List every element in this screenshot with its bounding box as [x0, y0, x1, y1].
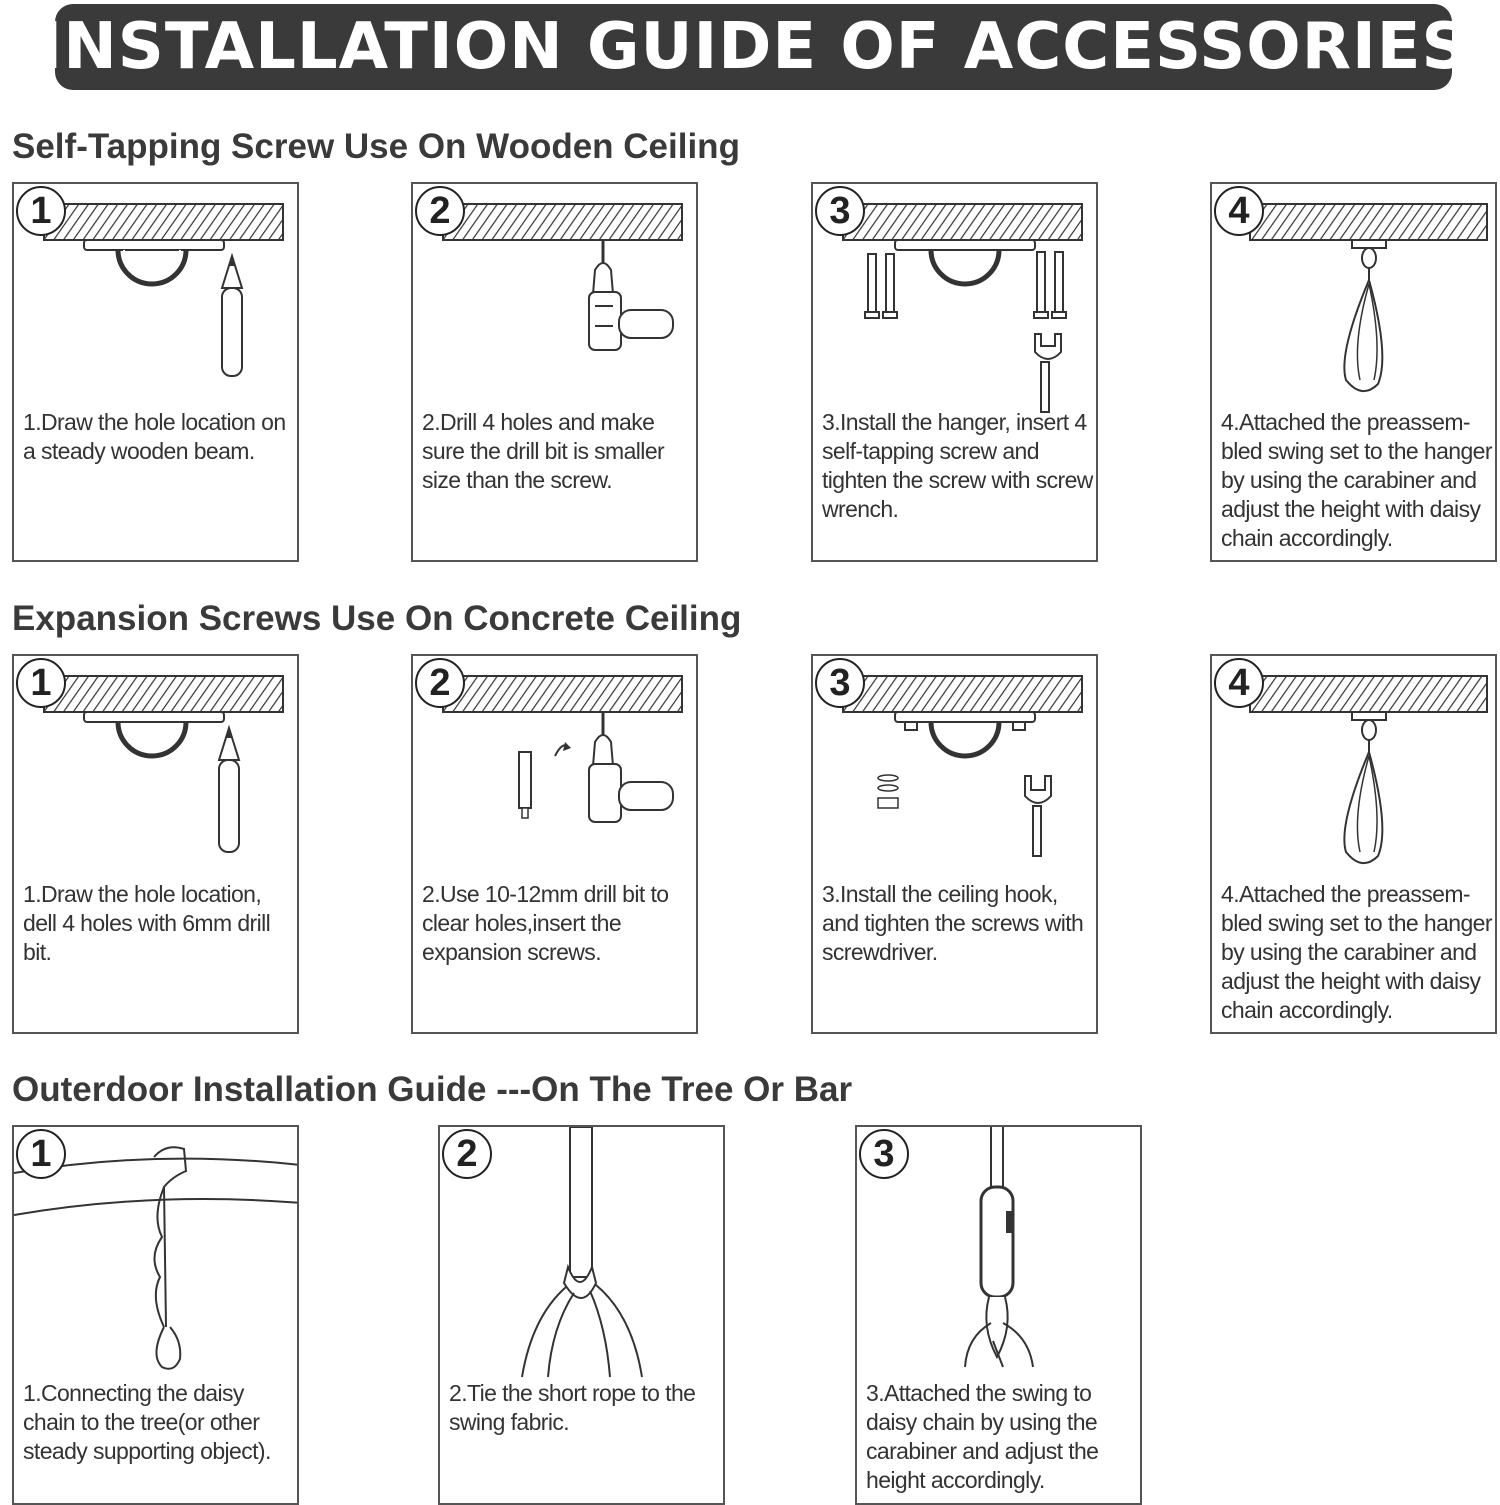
concrete-step-4-card [1210, 654, 1497, 1034]
banner-title: INSTALLATION GUIDE OF ACCESSORIES [38, 10, 1469, 84]
step-description: 3.Install the ceiling hook, and tighten the screws with screwdriver. [822, 881, 1084, 965]
step-description: 1.Connecting the daisy chain to the tree(or other steady supporting object). [23, 1380, 271, 1464]
tie-rope-illustration [440, 1127, 725, 1505]
step-number-badge: 2 [415, 186, 465, 236]
drill-illustration [413, 184, 698, 562]
outdoor-step-2-card [438, 1125, 725, 1505]
mark-hole-illustration [14, 184, 299, 562]
section-title-wooden-ceiling: Self-Tapping Screw Use On Wooden Ceiling [12, 127, 740, 166]
mark-hole-illustration [14, 656, 299, 1034]
outdoor-step-1-card [12, 1125, 299, 1505]
step-description: 4.Attached the preassem-bled swing set to the hanger by using the carabiner and adjust the height with daisy chain accordingly. [1221, 881, 1492, 1023]
wood-step-2-card [411, 182, 698, 562]
step-number-badge: 2 [442, 1129, 492, 1179]
step-description: 3.Install the hanger, insert 4 self-tapping screw and tighten the screw with screw wrench. [822, 409, 1093, 522]
step-description: 2.Use 10-12mm drill bit to clear holes,insert the expansion screws. [422, 881, 669, 965]
step-description: 4.Attached the preassem-bled swing set to the hanger by using the carabiner and adjust the height with daisy chain accordingly. [1221, 409, 1492, 551]
install-hook-illustration [813, 656, 1098, 1034]
section-title-outdoor: Outerdoor Installation Guide ---On The Tree Or Bar [12, 1070, 853, 1109]
concrete-step-1-card [12, 654, 299, 1034]
drill-and-anchor-illustration [413, 656, 698, 1034]
step-description: 2.Drill 4 holes and make sure the drill bit is smaller size than the screw. [422, 409, 665, 493]
step-description: 1.Draw the hole location, dell 4 holes with 6mm drill bit. [23, 881, 271, 965]
wood-step-4-card [1210, 182, 1497, 562]
step-description: 3.Attached the swing to daisy chain by using the carabiner and adjust the height accordingly. [866, 1380, 1099, 1493]
step-number-badge: 1 [16, 1129, 66, 1179]
outdoor-step-3-card [855, 1125, 1142, 1505]
title-banner [38, 4, 1469, 90]
step-number-badge: 1 [16, 658, 66, 708]
step-number-badge: 3 [815, 186, 865, 236]
step-number-badge: 2 [415, 658, 465, 708]
step-number-badge: 3 [859, 1129, 909, 1179]
step-number-badge: 4 [1214, 658, 1264, 708]
step-description: 2.Tie the short rope to the swing fabric. [449, 1380, 696, 1435]
step-number-badge: 3 [815, 658, 865, 708]
concrete-step-3-card [811, 654, 1098, 1034]
step-description: 1.Draw the hole location on a steady wooden beam. [23, 409, 286, 464]
wood-step-3-card [811, 182, 1098, 562]
section-title-concrete-ceiling: Expansion Screws Use On Concrete Ceiling [12, 599, 742, 638]
step-number-badge: 4 [1214, 186, 1264, 236]
concrete-step-2-card [411, 654, 698, 1034]
wood-step-1-card [12, 182, 299, 562]
step-number-badge: 1 [16, 186, 66, 236]
